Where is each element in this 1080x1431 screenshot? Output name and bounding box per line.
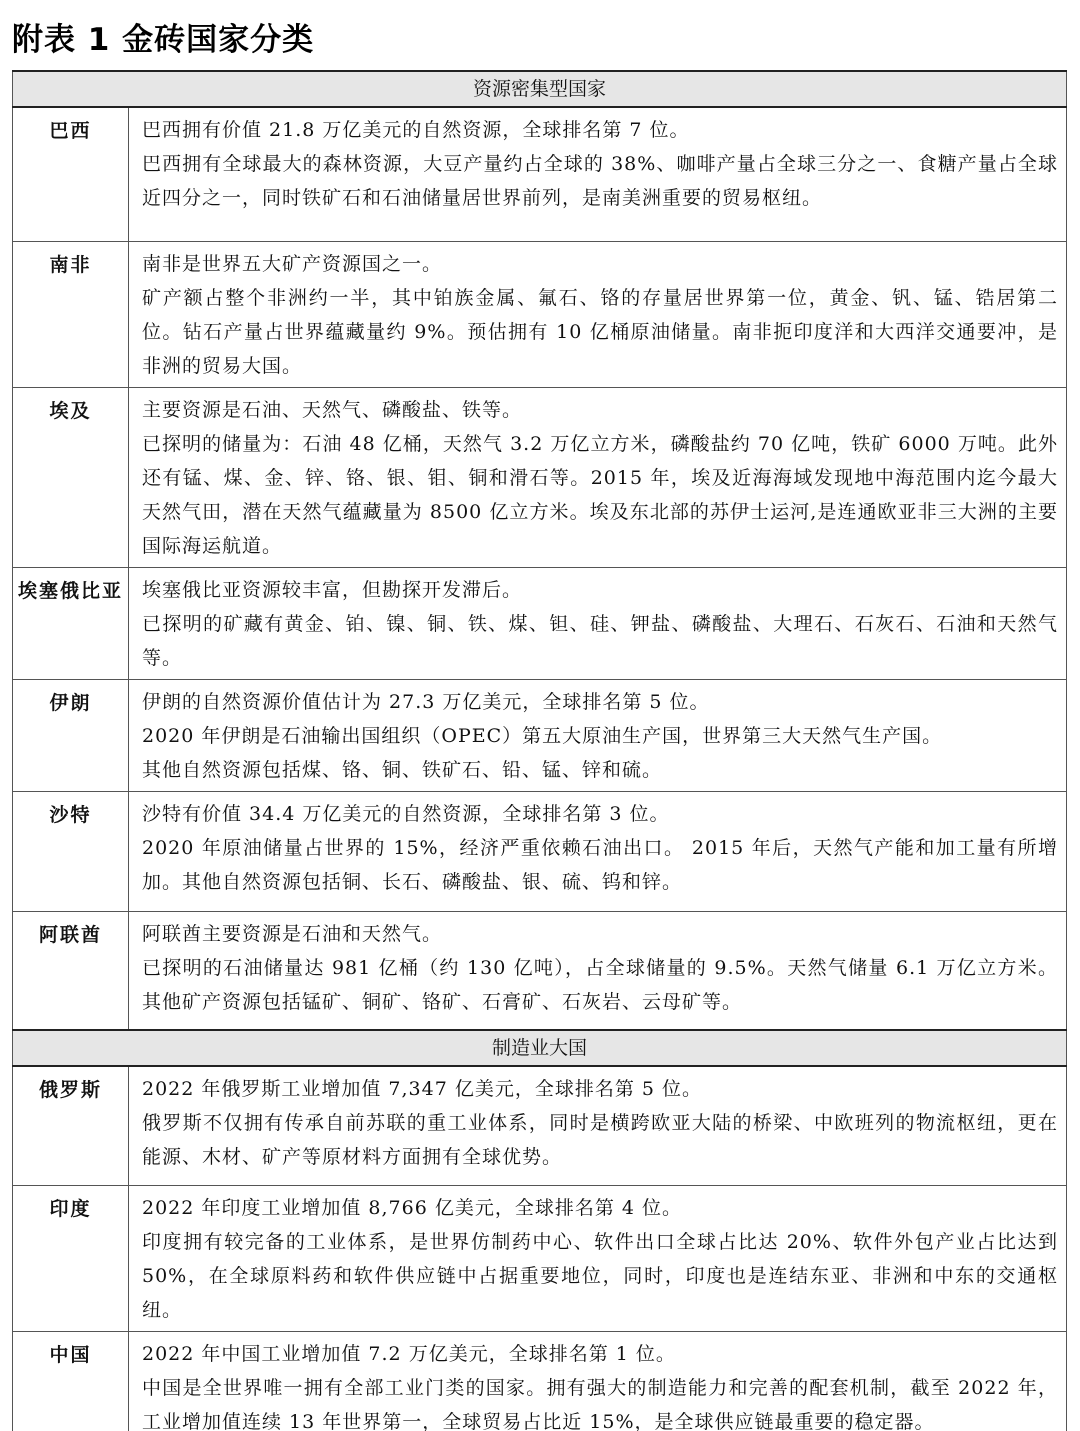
description-line: 南非是世界五大矿产资源国之一。 xyxy=(142,252,443,275)
country-name: 巴西 xyxy=(13,107,129,241)
table-body xyxy=(13,71,1067,1431)
description-line: 已探明的矿藏有黄金、铂、镍、铜、铁、煤、钽、硅、钾盐、磷酸盐、大理石、石灰石、石油和天然气等。 xyxy=(142,612,1059,669)
table-row xyxy=(13,911,1067,1030)
section-header: 资源密集型国家 xyxy=(13,71,1067,107)
country-name: 俄罗斯 xyxy=(13,1066,129,1185)
country-description xyxy=(129,1066,1067,1185)
table-row xyxy=(13,1066,1067,1185)
description-line: 已探明的石油储量达 981 亿桶（约 130 亿吨），占全球储量的 9.5%。天然气储量 6.1 万亿立方米。其他矿产资源包括锰矿、铜矿、铬矿、石膏矿、石灰岩、云母矿等。 xyxy=(142,956,1059,1013)
table-row xyxy=(13,241,1067,387)
table-row xyxy=(13,107,1067,241)
section-header-row xyxy=(13,1030,1067,1066)
country-description xyxy=(129,387,1067,567)
description-line: 伊朗的自然资源价值估计为 27.3 万亿美元，全球排名第 5 位。 xyxy=(142,690,710,713)
country-name: 埃及 xyxy=(13,387,129,567)
table-row xyxy=(13,387,1067,567)
table-row xyxy=(13,679,1067,791)
description-line: 已探明的储量为：石油 48 亿桶，天然气 3.2 万亿立方米，磷酸盐约 70 亿吨，铁矿 6000 万吨。此外还有锰、煤、金、锌、铬、银、钼、铜和滑石等。2015 年，埃及近海海域发现地中海范围内迄今最大天然气田，潜在天然气蕴藏量为 8500 亿立方米。埃及东北部的苏伊士运河,是连通欧亚非三大洲的主要国际海运航道。 xyxy=(142,432,1059,557)
country-name: 印度 xyxy=(13,1185,129,1331)
description-line: 2022 年印度工业增加值 8,766 亿美元，全球排名第 4 位。 xyxy=(142,1196,683,1219)
description-line: 沙特有价值 34.4 万亿美元的自然资源，全球排名第 3 位。 xyxy=(142,802,670,825)
description-line: 中国是全世界唯一拥有全部工业门类的国家。拥有强大的制造能力和完善的配套机制，截至 2022 年，工业增加值连续 13 年世界第一，全球贸易占比近 15%，是全球供应链最重要的稳定器。 xyxy=(142,1376,1059,1431)
section-header-row xyxy=(13,71,1067,107)
country-description xyxy=(129,241,1067,387)
description-line: 俄罗斯不仅拥有传承自前苏联的重工业体系，同时是横跨欧亚大陆的桥梁、中欧班列的物流枢纽，更在能源、木材、矿产等原材料方面拥有全球优势。 xyxy=(142,1112,1059,1168)
description-line: 阿联酋主要资源是石油和天然气。 xyxy=(142,922,443,945)
country-description xyxy=(129,567,1067,679)
brics-classification-table xyxy=(12,70,1067,1431)
description-line: 巴西拥有价值 21.8 万亿美元的自然资源，全球排名第 7 位。 xyxy=(142,119,690,141)
description-line: 2022 年俄罗斯工业增加值 7,347 亿美元，全球排名第 5 位。 xyxy=(142,1078,703,1100)
page-title: 附表 1 金砖国家分类 xyxy=(12,22,315,58)
country-description xyxy=(129,911,1067,1030)
country-name: 埃塞俄比亚 xyxy=(13,567,129,679)
country-name: 伊朗 xyxy=(13,679,129,791)
description-line: 矿产额占整个非洲约一半，其中铂族金属、氟石、铬的存量居世界第一位，黄金、钒、锰、锆居第二位。钻石产量占世界蕴藏量约 9%。预估拥有 10 亿桶原油储量。南非扼印度洋和大西洋交通要冲，是非洲的贸易大国。 xyxy=(142,286,1059,377)
country-name: 中国 xyxy=(13,1331,129,1431)
description-line: 其他自然资源包括煤、铬、铜、铁矿石、铅、锰、锌和硫。 xyxy=(142,758,663,781)
description-line: 2020 年原油储量占世界的 15%，经济严重依赖石油出口。 2015 年后，天然气产能和加工量有所增加。其他自然资源包括铜、长石、磷酸盐、银、硫、钨和锌。 xyxy=(142,836,1059,893)
country-description xyxy=(129,1185,1067,1331)
description-line: 埃塞俄比亚资源较丰富，但勘探开发滞后。 xyxy=(142,578,523,601)
description-line: 2020 年伊朗是石油输出国组织（OPEC）第五大原油生产国，世界第三大天然气生产国。 xyxy=(142,724,943,747)
description-line: 印度拥有较完备的工业体系，是世界仿制药中心、软件出口全球占比达 20%、软件外包产业占比达到 50%，在全球原料药和软件供应链中占据重要地位，同时，印度也是连结东亚、非洲和中东的交通枢纽。 xyxy=(142,1230,1059,1321)
section-header: 制造业大国 xyxy=(13,1030,1067,1066)
country-name: 沙特 xyxy=(13,791,129,911)
country-name: 南非 xyxy=(13,241,129,387)
country-description xyxy=(129,791,1067,911)
table-row xyxy=(13,1185,1067,1331)
description-line: 巴西拥有全球最大的森林资源，大豆产量约占全球的 38%、咖啡产量占全球三分之一、食糖产量占全球近四分之一，同时铁矿石和石油储量居世界前列，是南美洲重要的贸易枢纽。 xyxy=(142,153,1059,209)
description-line: 2022 年中国工业增加值 7.2 万亿美元，全球排名第 1 位。 xyxy=(142,1342,676,1365)
country-description xyxy=(129,679,1067,791)
country-name: 阿联酋 xyxy=(13,911,129,1030)
country-description xyxy=(129,1331,1067,1431)
table-row xyxy=(13,1331,1067,1431)
description-line: 主要资源是石油、天然气、磷酸盐、铁等。 xyxy=(142,398,523,421)
table-row xyxy=(13,791,1067,911)
table-row xyxy=(13,567,1067,679)
country-description xyxy=(129,107,1067,241)
